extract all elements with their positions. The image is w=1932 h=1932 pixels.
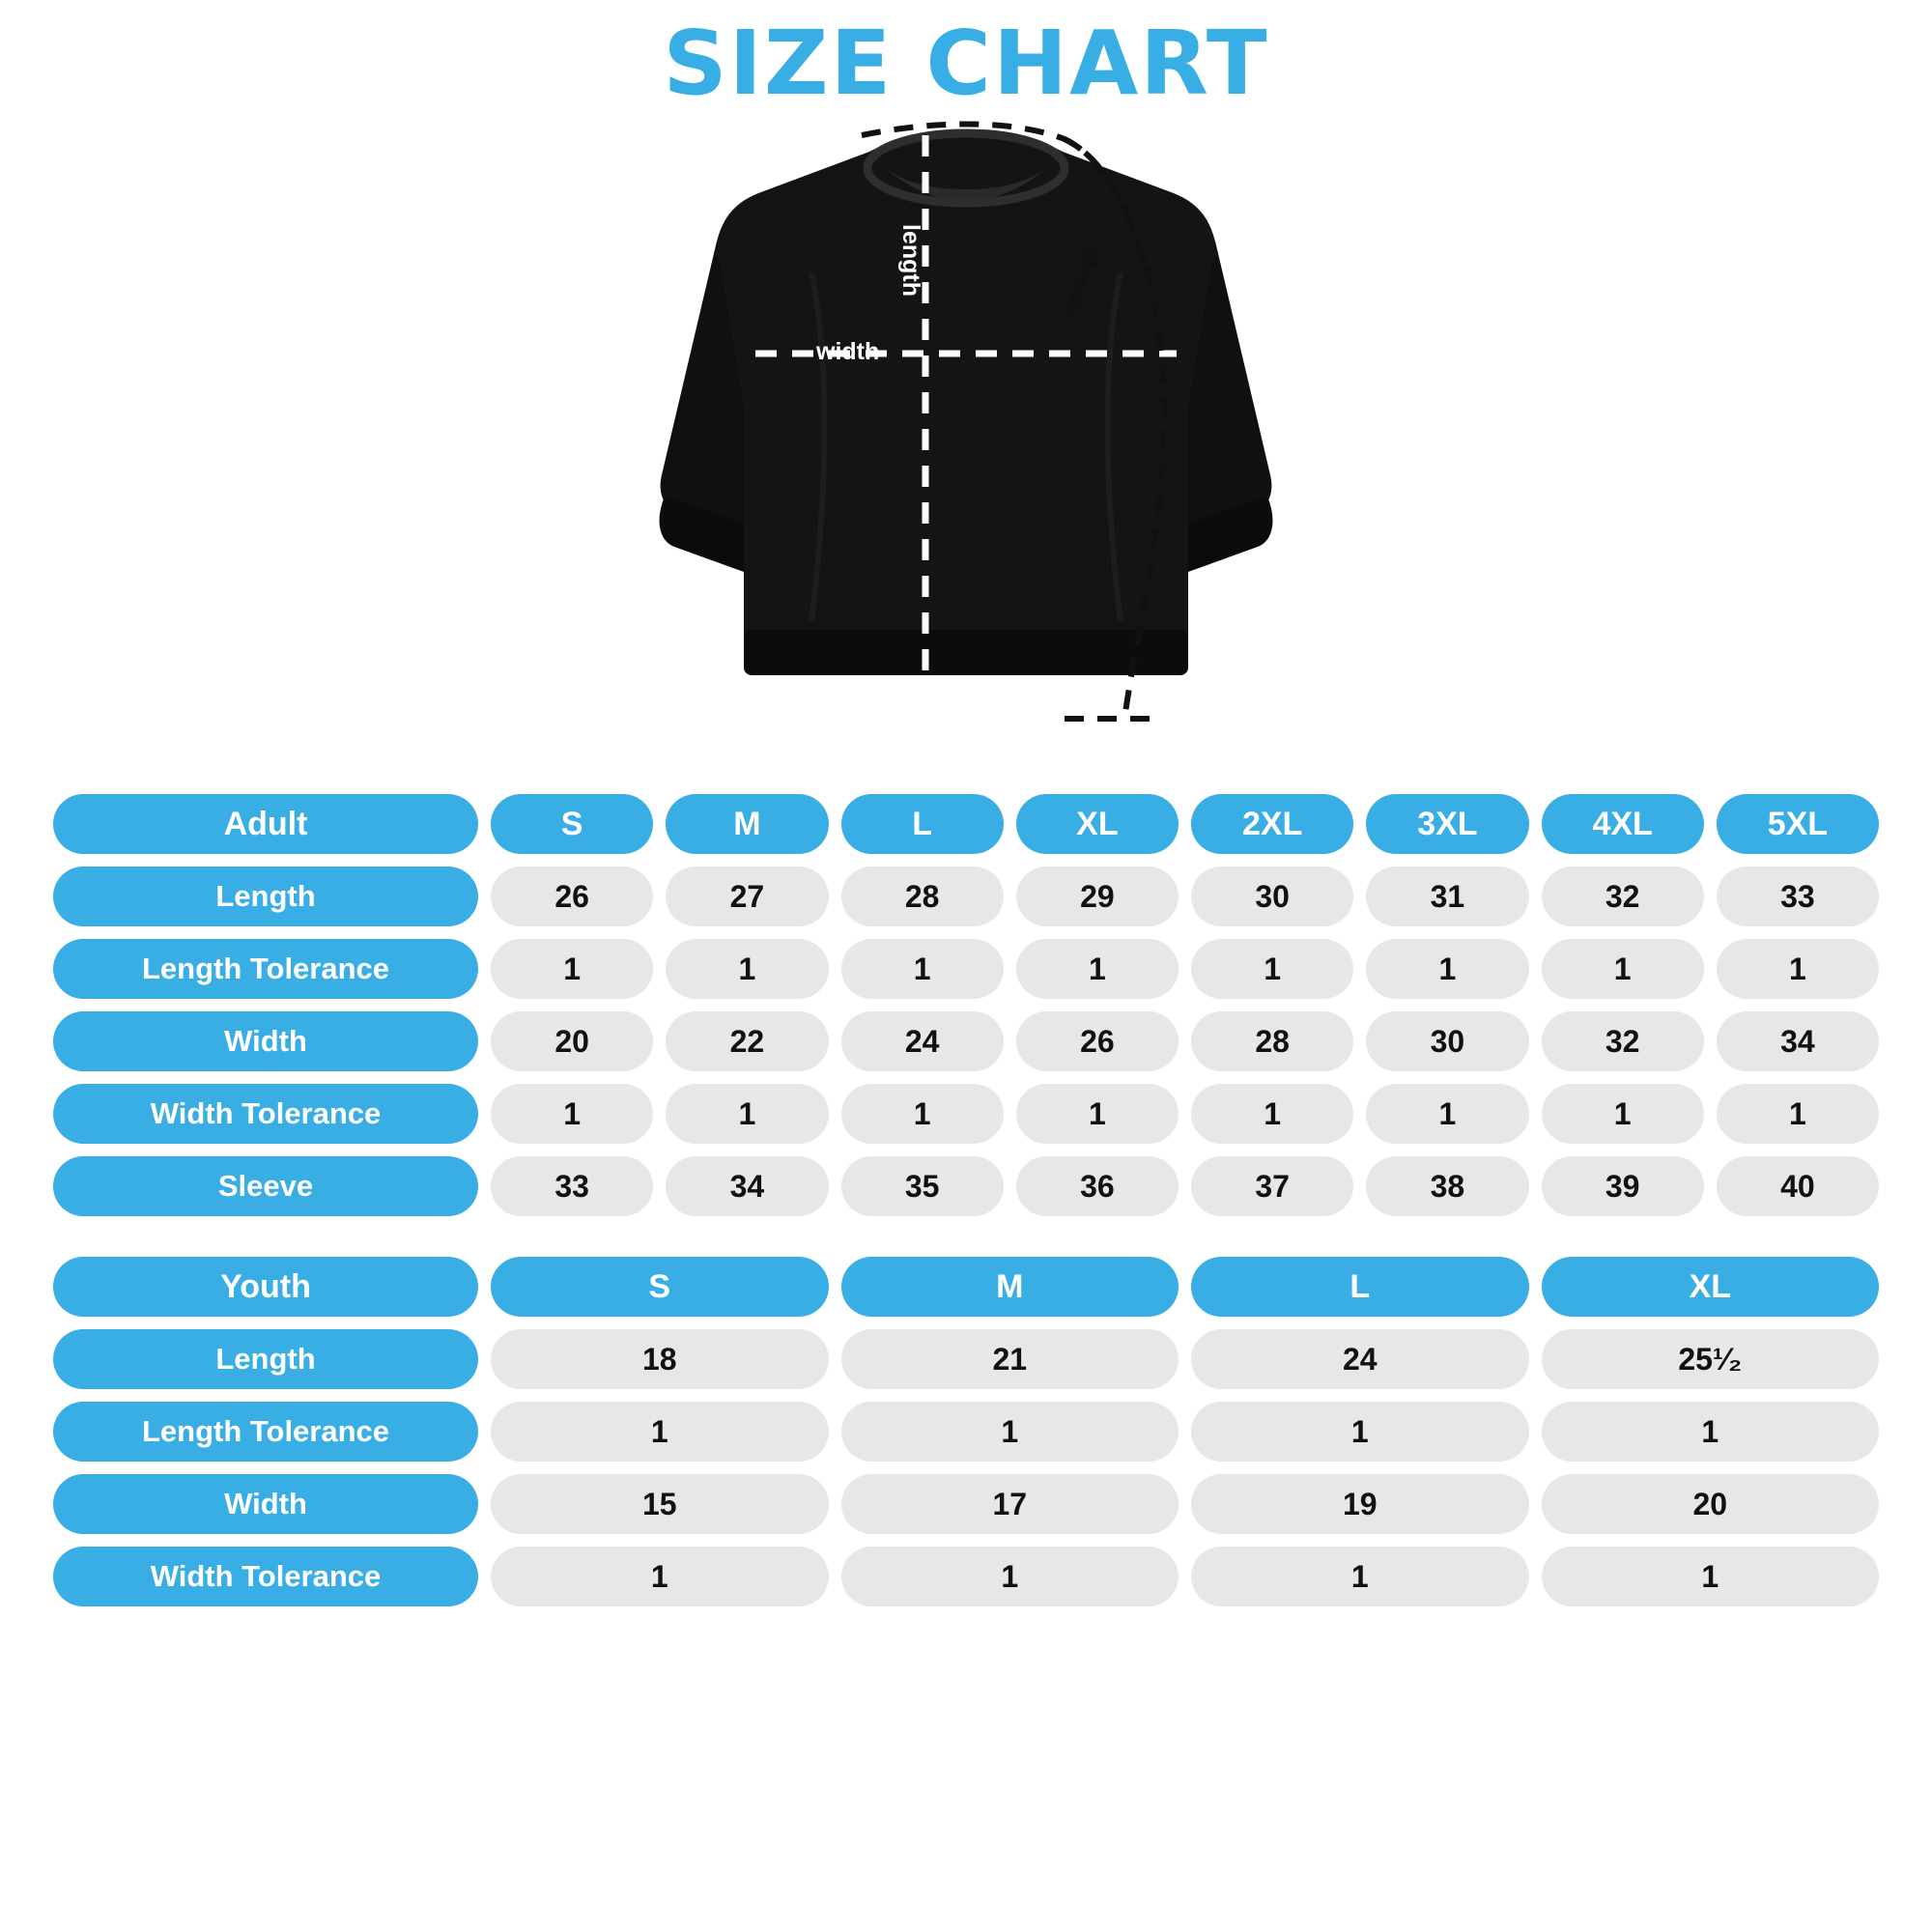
- youth-col-xl: XL: [1542, 1257, 1880, 1317]
- youth-row-label-length-tolerance: Length Tolerance: [53, 1402, 478, 1462]
- adult-col-s: S: [491, 794, 653, 854]
- cell-width-3xl: 30: [1366, 1011, 1528, 1071]
- cell-width-4xl: 32: [1542, 1011, 1704, 1071]
- table-row: [53, 1156, 1879, 1216]
- sweatshirt-svg: [647, 118, 1285, 775]
- row-label-sleeve: Sleeve: [53, 1156, 478, 1216]
- table-row: [53, 1474, 1879, 1534]
- youth-cell-lengthtol-xl: 1: [1542, 1402, 1880, 1462]
- youth-cell-width-l: 19: [1191, 1474, 1529, 1534]
- cell-sleeve-4xl: 39: [1542, 1156, 1704, 1216]
- cell-lengthtol-xl: 1: [1016, 939, 1179, 999]
- table-row: [53, 1011, 1879, 1071]
- adult-col-m: M: [666, 794, 828, 854]
- cell-lengthtol-2xl: 1: [1191, 939, 1353, 999]
- youth-cell-lengthtol-l: 1: [1191, 1402, 1529, 1462]
- cell-widthtol-3xl: 1: [1366, 1084, 1528, 1144]
- cell-length-xl: 29: [1016, 867, 1179, 926]
- adult-col-3xl: 3XL: [1366, 794, 1528, 854]
- page-title: SIZE CHART: [663, 12, 1269, 115]
- cell-length-m: 27: [666, 867, 828, 926]
- youth-col-l: L: [1191, 1257, 1529, 1317]
- adult-col-xl: XL: [1016, 794, 1179, 854]
- table-row: [53, 1329, 1879, 1389]
- cell-lengthtol-m: 1: [666, 939, 828, 999]
- youth-col-m: M: [841, 1257, 1179, 1317]
- adult-col-2xl: 2XL: [1191, 794, 1353, 854]
- table-header-row: [53, 794, 1879, 854]
- cell-sleeve-xl: 36: [1016, 1156, 1179, 1216]
- adult-size-table: [53, 794, 1879, 1216]
- length-label: length: [897, 224, 924, 297]
- cell-widthtol-xl: 1: [1016, 1084, 1179, 1144]
- cell-widthtol-l: 1: [841, 1084, 1004, 1144]
- cell-width-m: 22: [666, 1011, 828, 1071]
- table-row: [53, 867, 1879, 926]
- adult-header-label: Adult: [53, 794, 478, 854]
- cell-sleeve-l: 35: [841, 1156, 1004, 1216]
- youth-cell-lengthtol-s: 1: [491, 1402, 829, 1462]
- youth-cell-length-l: 24: [1191, 1329, 1529, 1389]
- youth-row-label-length: Length: [53, 1329, 478, 1389]
- youth-cell-length-s: 18: [491, 1329, 829, 1389]
- cell-width-2xl: 28: [1191, 1011, 1353, 1071]
- cell-sleeve-s: 33: [491, 1156, 653, 1216]
- row-label-length: Length: [53, 867, 478, 926]
- row-label-width: Width: [53, 1011, 478, 1071]
- adult-col-l: L: [841, 794, 1004, 854]
- cell-length-s: 26: [491, 867, 653, 926]
- cell-lengthtol-l: 1: [841, 939, 1004, 999]
- table-row: [53, 1547, 1879, 1606]
- cell-lengthtol-s: 1: [491, 939, 653, 999]
- table-row: [53, 1084, 1879, 1144]
- table-row: [53, 939, 1879, 999]
- cell-length-2xl: 30: [1191, 867, 1353, 926]
- youth-cell-widthtol-xl: 1: [1542, 1547, 1880, 1606]
- row-label-width-tolerance: Width Tolerance: [53, 1084, 478, 1144]
- sweatshirt-graphic: [647, 118, 1285, 775]
- cell-widthtol-5xl: 1: [1717, 1084, 1879, 1144]
- cell-width-5xl: 34: [1717, 1011, 1879, 1071]
- youth-cell-length-m: 21: [841, 1329, 1179, 1389]
- cell-length-3xl: 31: [1366, 867, 1528, 926]
- youth-size-table: [53, 1257, 1879, 1606]
- youth-cell-widthtol-s: 1: [491, 1547, 829, 1606]
- cell-length-4xl: 32: [1542, 867, 1704, 926]
- width-label: width: [816, 338, 880, 365]
- cell-lengthtol-4xl: 1: [1542, 939, 1704, 999]
- cell-sleeve-2xl: 37: [1191, 1156, 1353, 1216]
- youth-col-s: S: [491, 1257, 829, 1317]
- cell-sleeve-3xl: 38: [1366, 1156, 1528, 1216]
- youth-cell-width-xl: 20: [1542, 1474, 1880, 1534]
- youth-cell-width-s: 15: [491, 1474, 829, 1534]
- garment-illustration: [53, 118, 1879, 794]
- table-header-row: [53, 1257, 1879, 1317]
- cell-width-l: 24: [841, 1011, 1004, 1071]
- cell-widthtol-2xl: 1: [1191, 1084, 1353, 1144]
- cell-sleeve-5xl: 40: [1717, 1156, 1879, 1216]
- youth-cell-widthtol-m: 1: [841, 1547, 1179, 1606]
- cell-sleeve-m: 34: [666, 1156, 828, 1216]
- table-row: [53, 1402, 1879, 1462]
- youth-row-label-width: Width: [53, 1474, 478, 1534]
- cell-widthtol-4xl: 1: [1542, 1084, 1704, 1144]
- cell-widthtol-s: 1: [491, 1084, 653, 1144]
- cell-length-l: 28: [841, 867, 1004, 926]
- adult-col-5xl: 5XL: [1717, 794, 1879, 854]
- cell-lengthtol-3xl: 1: [1366, 939, 1528, 999]
- adult-col-4xl: 4XL: [1542, 794, 1704, 854]
- youth-cell-width-m: 17: [841, 1474, 1179, 1534]
- cell-lengthtol-5xl: 1: [1717, 939, 1879, 999]
- cell-width-xl: 26: [1016, 1011, 1179, 1071]
- youth-row-label-width-tolerance: Width Tolerance: [53, 1547, 478, 1606]
- youth-cell-length-xl: 25¹⁄₂: [1542, 1329, 1880, 1389]
- cell-widthtol-m: 1: [666, 1084, 828, 1144]
- sleeve-label: sleeve: [1058, 242, 1106, 321]
- cell-width-s: 20: [491, 1011, 653, 1071]
- cell-length-5xl: 33: [1717, 867, 1879, 926]
- youth-cell-lengthtol-m: 1: [841, 1402, 1179, 1462]
- youth-header-label: Youth: [53, 1257, 478, 1317]
- row-label-length-tolerance: Length Tolerance: [53, 939, 478, 999]
- youth-cell-widthtol-l: 1: [1191, 1547, 1529, 1606]
